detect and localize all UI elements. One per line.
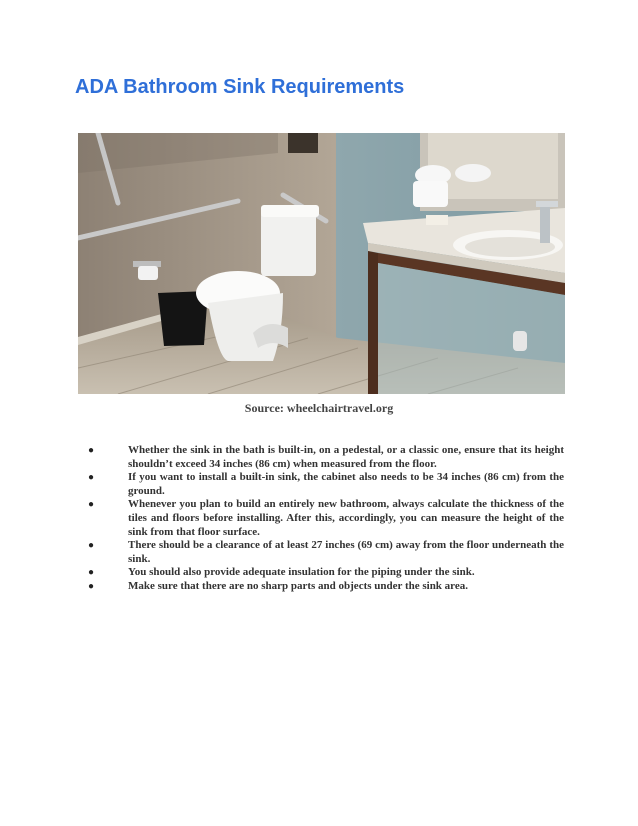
- bullet-icon: ●: [88, 499, 95, 511]
- requirements-list: [88, 444, 564, 594]
- image-caption: Source: wheelchairtravel.org: [244, 401, 394, 415]
- bullet-icon: ●: [88, 540, 95, 552]
- list-item: ● Whenever you plan to build an entirely new bathroom, always calculate the thickness of the tiles and floors before installing. After this, accordingly, you can measure the height of the sink from that floor surface.: [88, 498, 564, 538]
- page-title: ADA Bathroom Sink Requirements: [75, 76, 405, 98]
- accessible-bathroom-photo: [78, 133, 565, 394]
- list-item: ● There should be a clearance of at least 27 inches (69 cm) away from the floor underneath the sink.: [88, 539, 564, 565]
- bullet-icon: ●: [88, 445, 95, 456]
- list-item: ● Whether the sink in the bath is built-in, on a pedestal, or a classic one, ensure that its height shouldn’t exceed 34 inches (86 cm) when measured from the floor.: [88, 444, 564, 470]
- bullet-icon: ●: [88, 472, 95, 484]
- list-item: ● Make sure that there are no sharp parts and objects under the sink area.: [88, 579, 468, 592]
- bullet-icon: ●: [88, 567, 95, 579]
- list-item: ● You should also provide adequate insulation for the piping under the sink.: [88, 566, 475, 579]
- bullet-icon: ●: [88, 580, 95, 592]
- list-item: ● If you want to install a built-in sink, the cabinet also needs to be 34 inches (86 cm) from the ground.: [88, 471, 564, 497]
